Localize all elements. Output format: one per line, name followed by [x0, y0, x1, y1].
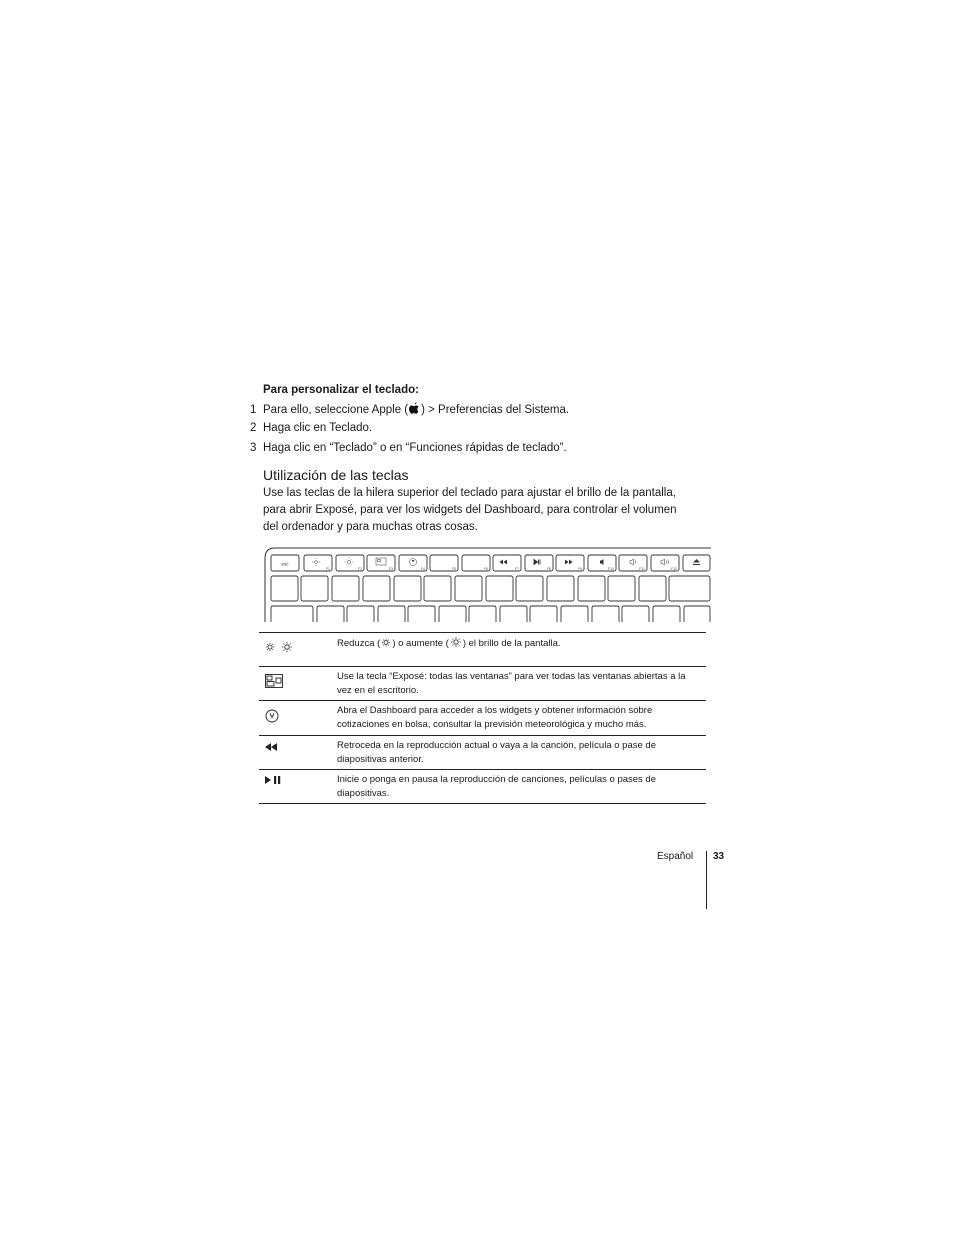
row-description	[337, 636, 697, 651]
table-row	[259, 736, 706, 770]
fn-label: F2	[357, 567, 362, 571]
dashboard-icon	[265, 709, 279, 723]
apple-logo-icon	[409, 402, 420, 415]
desc-before: Reduzca (	[337, 638, 381, 649]
letter-key-row	[271, 606, 710, 622]
table-row	[259, 770, 706, 804]
body-line: Use las teclas de la hilera superior del teclado para ajustar el brillo de la pantalla,	[263, 487, 676, 499]
desc-middle: ) o aumente (	[392, 638, 449, 649]
fn-label: F6	[483, 567, 488, 571]
fn-label: F5	[451, 567, 456, 571]
footer-language: Español	[657, 851, 694, 862]
step-text-before: Para ello, seleccione Apple (	[263, 404, 409, 416]
brightness-up-icon	[449, 636, 463, 648]
row-description: Retroceda en la reproducción actual o vaya a la canción, película o pase de diapositivas anterior.	[337, 740, 656, 765]
row-description: Inicie o ponga en pausa la reproducción de canciones, películas o pases de diapositivas.	[337, 774, 656, 799]
table-row	[259, 633, 706, 667]
fn-labels	[326, 567, 677, 571]
desc-after: ) el brillo de la pantalla.	[462, 638, 561, 649]
brightness-icons	[265, 641, 295, 653]
brightness-down-icon	[380, 637, 392, 648]
row-description: Abra el Dashboard para acceder a los widgets y obtener información sobre cotizaciones en bolsa, consultar la previsión meteorológica y mucho más.	[337, 705, 653, 730]
body-line: del ordenador y para muchas otras cosas.	[263, 521, 478, 533]
section-title: Utilización de las teclas	[263, 467, 409, 483]
fn-label: F7	[514, 567, 519, 571]
fn-label: F1	[325, 567, 330, 571]
fn-label: F11	[639, 567, 645, 571]
table-row	[259, 667, 706, 701]
footer-divider	[706, 851, 707, 909]
rewind-icon	[265, 743, 277, 751]
step-number: 3	[250, 442, 257, 454]
procedure-title: Para personalizar el teclado:	[263, 384, 419, 396]
play-pause-icon	[265, 776, 281, 784]
expose-icon	[265, 674, 283, 688]
step-number: 2	[250, 422, 257, 434]
step-text-after: ) > Preferencias del Sistema.	[421, 404, 570, 416]
step-1	[250, 402, 569, 416]
fn-label: F8	[546, 567, 551, 571]
body-line: para abrir Exposé, para ver los widgets del Dashboard, para controlar el volumen	[263, 504, 677, 516]
fn-label: F9	[577, 567, 582, 571]
section-body	[263, 485, 683, 536]
fn-label: F3	[388, 567, 393, 571]
page-number: 33	[713, 851, 725, 862]
fn-label: F10	[607, 567, 614, 571]
step-text: Haga clic en Teclado.	[263, 422, 373, 434]
step-text: Haga clic en “Teclado” o en “Funciones rápidas de teclado”.	[263, 442, 567, 454]
key-function-table	[259, 632, 706, 804]
keyboard-illustration	[263, 546, 713, 622]
esc-key-label: esc	[281, 561, 289, 567]
step-3	[250, 442, 567, 454]
row-description: Use la tecla “Exposé: todas las ventanas” para ver todas las ventanas abiertas a la vez en el escritorio.	[337, 671, 686, 696]
fn-label: F4	[420, 567, 425, 571]
step-number: 1	[250, 404, 257, 416]
number-key-row	[271, 576, 710, 601]
table-row	[259, 701, 706, 736]
step-2	[250, 422, 372, 434]
fn-label: F12	[670, 567, 677, 571]
